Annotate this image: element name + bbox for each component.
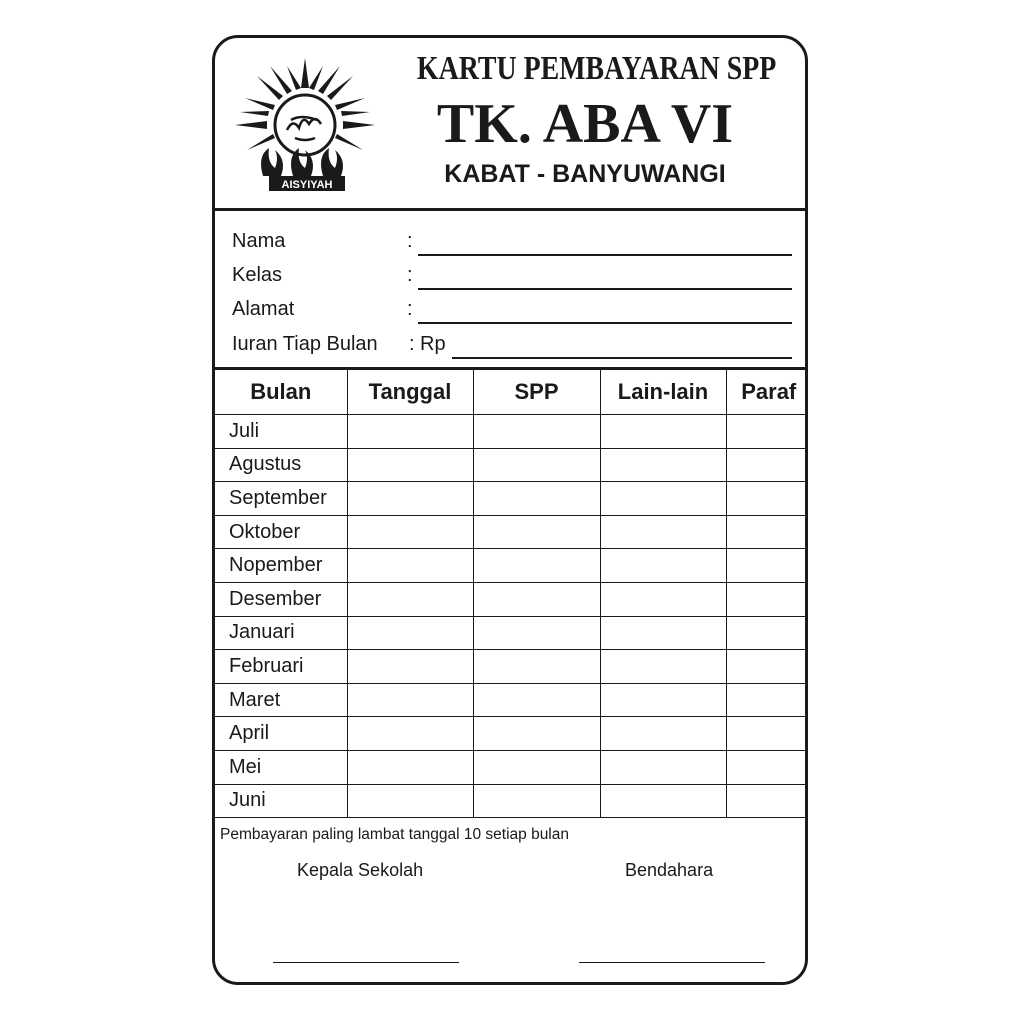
signature-line-bendahara[interactable]	[579, 962, 765, 963]
table-header-row	[215, 370, 808, 415]
table-row	[215, 717, 808, 751]
month-cell: Agustus	[215, 448, 347, 482]
spp-cell[interactable]	[473, 549, 600, 583]
field-colon: :	[407, 264, 413, 286]
table-row	[215, 482, 808, 516]
payment-card	[212, 35, 808, 985]
month-cell: April	[215, 717, 347, 751]
paraf-cell[interactable]	[726, 582, 808, 616]
field-alamat	[232, 298, 792, 328]
logo-text: AISYIYAH	[281, 179, 333, 191]
field-kelas	[232, 264, 792, 294]
field-label: Nama	[232, 230, 286, 252]
spp-cell[interactable]	[473, 515, 600, 549]
field-colon: :	[409, 333, 415, 355]
tanggal-cell[interactable]	[347, 582, 473, 616]
month-cell: Februari	[215, 650, 347, 684]
table-row	[215, 650, 808, 684]
tanggal-cell[interactable]	[347, 683, 473, 717]
paraf-cell[interactable]	[726, 448, 808, 482]
signer-bendahara: Bendahara	[625, 860, 714, 880]
header-bulan: Bulan	[215, 370, 347, 415]
card-footer	[215, 824, 805, 985]
lain-lain-cell[interactable]	[600, 582, 726, 616]
field-colon: :	[407, 230, 413, 252]
table-row	[215, 448, 808, 482]
tanggal-cell[interactable]	[347, 549, 473, 583]
paraf-cell[interactable]	[726, 784, 808, 818]
paraf-cell[interactable]	[726, 549, 808, 583]
lain-lain-cell[interactable]	[600, 784, 726, 818]
month-cell: Oktober	[215, 515, 347, 549]
header-spp: SPP	[473, 370, 600, 415]
paraf-cell[interactable]	[726, 482, 808, 516]
tanggal-cell[interactable]	[347, 482, 473, 516]
header-tanggal: Tanggal	[347, 370, 473, 415]
signer-kepala-sekolah: Kepala Sekolah	[297, 860, 424, 880]
tanggal-cell[interactable]	[347, 515, 473, 549]
lain-lain-cell[interactable]	[600, 717, 726, 751]
field-colon: :	[407, 298, 413, 320]
school-name: TK. ABA VI	[436, 93, 734, 155]
lain-lain-cell[interactable]	[600, 616, 726, 650]
header-paraf: Paraf	[726, 370, 808, 415]
tanggal-cell[interactable]	[347, 717, 473, 751]
currency-prefix: Rp	[420, 333, 446, 355]
tanggal-cell[interactable]	[347, 784, 473, 818]
month-cell: Januari	[215, 616, 347, 650]
month-cell: Juli	[215, 415, 347, 449]
aisyiyah-logo-icon	[235, 58, 375, 193]
field-label: Iuran Tiap Bulan	[232, 333, 378, 355]
table-row	[215, 683, 808, 717]
lain-lain-cell[interactable]	[600, 549, 726, 583]
month-cell: Nopember	[215, 549, 347, 583]
card-title: KARTU PEMBAYARAN SPP	[416, 50, 777, 87]
table-row	[215, 784, 808, 818]
table-row	[215, 750, 808, 784]
tanggal-cell[interactable]	[347, 750, 473, 784]
lain-lain-cell[interactable]	[600, 482, 726, 516]
spp-cell[interactable]	[473, 582, 600, 616]
paraf-cell[interactable]	[726, 616, 808, 650]
nama-input-line[interactable]	[418, 254, 792, 256]
table-row	[215, 549, 808, 583]
paraf-cell[interactable]	[726, 515, 808, 549]
spp-cell[interactable]	[473, 616, 600, 650]
student-info	[215, 208, 805, 370]
lain-lain-cell[interactable]	[600, 750, 726, 784]
tanggal-cell[interactable]	[347, 650, 473, 684]
month-cell: Juni	[215, 784, 347, 818]
card-header	[215, 38, 805, 211]
kelas-input-line[interactable]	[418, 288, 792, 290]
paraf-cell[interactable]	[726, 683, 808, 717]
spp-cell[interactable]	[473, 650, 600, 684]
paraf-cell[interactable]	[726, 750, 808, 784]
field-nama	[232, 230, 792, 260]
payment-table	[215, 370, 805, 818]
alamat-input-line[interactable]	[418, 322, 792, 324]
month-cell: Mei	[215, 750, 347, 784]
month-cell: September	[215, 482, 347, 516]
field-label: Alamat	[232, 298, 295, 320]
spp-cell[interactable]	[473, 784, 600, 818]
month-cell: Desember	[215, 582, 347, 616]
tanggal-cell[interactable]	[347, 616, 473, 650]
paraf-cell[interactable]	[726, 415, 808, 449]
payment-deadline-note: Pembayaran paling lambat tanggal 10 setiap bulan	[220, 826, 569, 843]
paraf-cell[interactable]	[726, 650, 808, 684]
spp-cell[interactable]	[473, 717, 600, 751]
spp-cell[interactable]	[473, 482, 600, 516]
school-location: KABAT - BANYUWANGI	[444, 160, 726, 188]
tanggal-cell[interactable]	[347, 448, 473, 482]
table-row	[215, 515, 808, 549]
table-row	[215, 582, 808, 616]
lain-lain-cell[interactable]	[600, 515, 726, 549]
spp-cell[interactable]	[473, 750, 600, 784]
table-row	[215, 616, 808, 650]
spp-cell[interactable]	[473, 415, 600, 449]
lain-lain-cell[interactable]	[600, 415, 726, 449]
field-iuran	[232, 333, 792, 363]
field-label: Kelas	[232, 264, 283, 286]
header-lain-lain: Lain-lain	[600, 370, 726, 415]
paraf-cell[interactable]	[726, 717, 808, 751]
lain-lain-cell[interactable]	[600, 448, 726, 482]
lain-lain-cell[interactable]	[600, 650, 726, 684]
tanggal-cell[interactable]	[347, 415, 473, 449]
spp-cell[interactable]	[473, 448, 600, 482]
table-row	[215, 415, 808, 449]
spp-cell[interactable]	[473, 683, 600, 717]
month-cell: Maret	[215, 683, 347, 717]
signature-line-kepala-sekolah[interactable]	[273, 962, 459, 963]
lain-lain-cell[interactable]	[600, 683, 726, 717]
iuran-input-line[interactable]	[452, 357, 792, 359]
